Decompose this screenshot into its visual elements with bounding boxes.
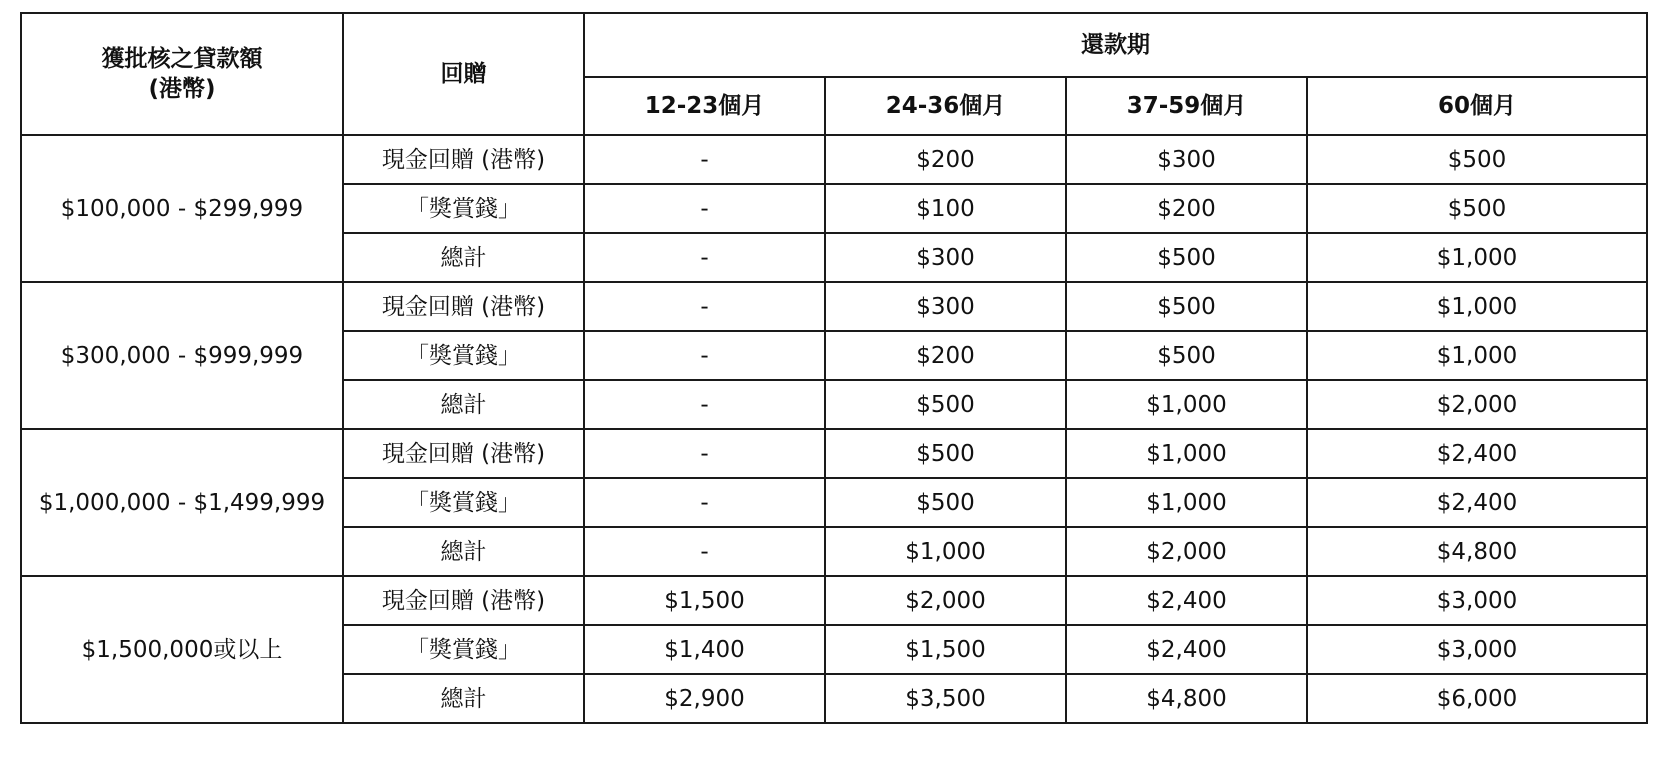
total-value-cell: $3,500: [825, 674, 1066, 723]
rebate-header: 回贈: [343, 13, 584, 135]
loan-amount-header-line1: 獲批核之貸款額: [101, 46, 263, 72]
tenor-col-header: 37-59個月: [1066, 77, 1307, 135]
value-cell: $2,400: [1066, 625, 1307, 674]
value-cell: $2,400: [1307, 478, 1647, 527]
loan-amount-header-line2: (港幣): [148, 76, 216, 102]
value-cell: $1,000: [1066, 429, 1307, 478]
value-cell: $200: [1066, 184, 1307, 233]
value-cell: $3,000: [1307, 625, 1647, 674]
total-label-cell: 總計: [343, 527, 584, 576]
value-cell: $1,000: [1307, 331, 1647, 380]
total-value-cell: -: [584, 527, 825, 576]
cashback-table: [20, 12, 1648, 724]
value-cell: -: [584, 478, 825, 527]
table-row: [21, 576, 1647, 625]
value-cell: $300: [1066, 135, 1307, 184]
value-cell: $500: [825, 478, 1066, 527]
rebate-label-cell: 現金回贈 (港幣): [343, 135, 584, 184]
rebate-label-cell: 「獎賞錢」: [343, 625, 584, 674]
rebate-label-cell: 現金回贈 (港幣): [343, 429, 584, 478]
table-row: [21, 429, 1647, 478]
value-cell: $200: [825, 135, 1066, 184]
total-value-cell: $1,000: [1307, 233, 1647, 282]
total-label-cell: 總計: [343, 233, 584, 282]
rebate-label-cell: 「獎賞錢」: [343, 331, 584, 380]
loan-amount-cell: $100,000 - $299,999: [21, 135, 343, 282]
total-label-cell: 總計: [343, 380, 584, 429]
total-value-cell: $1,000: [1066, 380, 1307, 429]
total-value-cell: $300: [825, 233, 1066, 282]
total-value-cell: $500: [825, 380, 1066, 429]
value-cell: $500: [1307, 135, 1647, 184]
total-value-cell: $2,900: [584, 674, 825, 723]
total-value-cell: -: [584, 233, 825, 282]
total-value-cell: $4,800: [1066, 674, 1307, 723]
rebate-label-cell: 「獎賞錢」: [343, 184, 584, 233]
value-cell: $1,000: [1307, 282, 1647, 331]
value-cell: $500: [1066, 331, 1307, 380]
rebate-label-cell: 現金回贈 (港幣): [343, 282, 584, 331]
value-cell: $1,000: [1066, 478, 1307, 527]
value-cell: $100: [825, 184, 1066, 233]
total-value-cell: $2,000: [1307, 380, 1647, 429]
total-label-cell: 總計: [343, 674, 584, 723]
total-value-cell: $6,000: [1307, 674, 1647, 723]
total-value-cell: -: [584, 380, 825, 429]
value-cell: -: [584, 135, 825, 184]
value-cell: $1,500: [825, 625, 1066, 674]
value-cell: -: [584, 429, 825, 478]
value-cell: $500: [1307, 184, 1647, 233]
loan-amount-header: [21, 13, 343, 135]
table-row: [21, 135, 1647, 184]
tenor-col-header: 60個月: [1307, 77, 1647, 135]
value-cell: -: [584, 184, 825, 233]
value-cell: $300: [825, 282, 1066, 331]
total-value-cell: $4,800: [1307, 527, 1647, 576]
value-cell: $200: [825, 331, 1066, 380]
rebate-label-cell: 現金回贈 (港幣): [343, 576, 584, 625]
value-cell: $2,000: [825, 576, 1066, 625]
loan-amount-cell: $1,000,000 - $1,499,999: [21, 429, 343, 576]
value-cell: $2,400: [1307, 429, 1647, 478]
tenor-header: 還款期: [584, 13, 1647, 77]
total-value-cell: $1,000: [825, 527, 1066, 576]
loan-amount-cell: $300,000 - $999,999: [21, 282, 343, 429]
rebate-label-cell: 「獎賞錢」: [343, 478, 584, 527]
tenor-col-header: 24-36個月: [825, 77, 1066, 135]
tenor-col-header: 12-23個月: [584, 77, 825, 135]
value-cell: $500: [1066, 282, 1307, 331]
total-value-cell: $2,000: [1066, 527, 1307, 576]
value-cell: $500: [825, 429, 1066, 478]
value-cell: $3,000: [1307, 576, 1647, 625]
loan-amount-cell: $1,500,000或以上: [21, 576, 343, 723]
value-cell: $1,500: [584, 576, 825, 625]
header-row-1: [21, 13, 1647, 77]
value-cell: -: [584, 282, 825, 331]
value-cell: $1,400: [584, 625, 825, 674]
total-value-cell: $500: [1066, 233, 1307, 282]
value-cell: -: [584, 331, 825, 380]
value-cell: $2,400: [1066, 576, 1307, 625]
table-row: [21, 282, 1647, 331]
